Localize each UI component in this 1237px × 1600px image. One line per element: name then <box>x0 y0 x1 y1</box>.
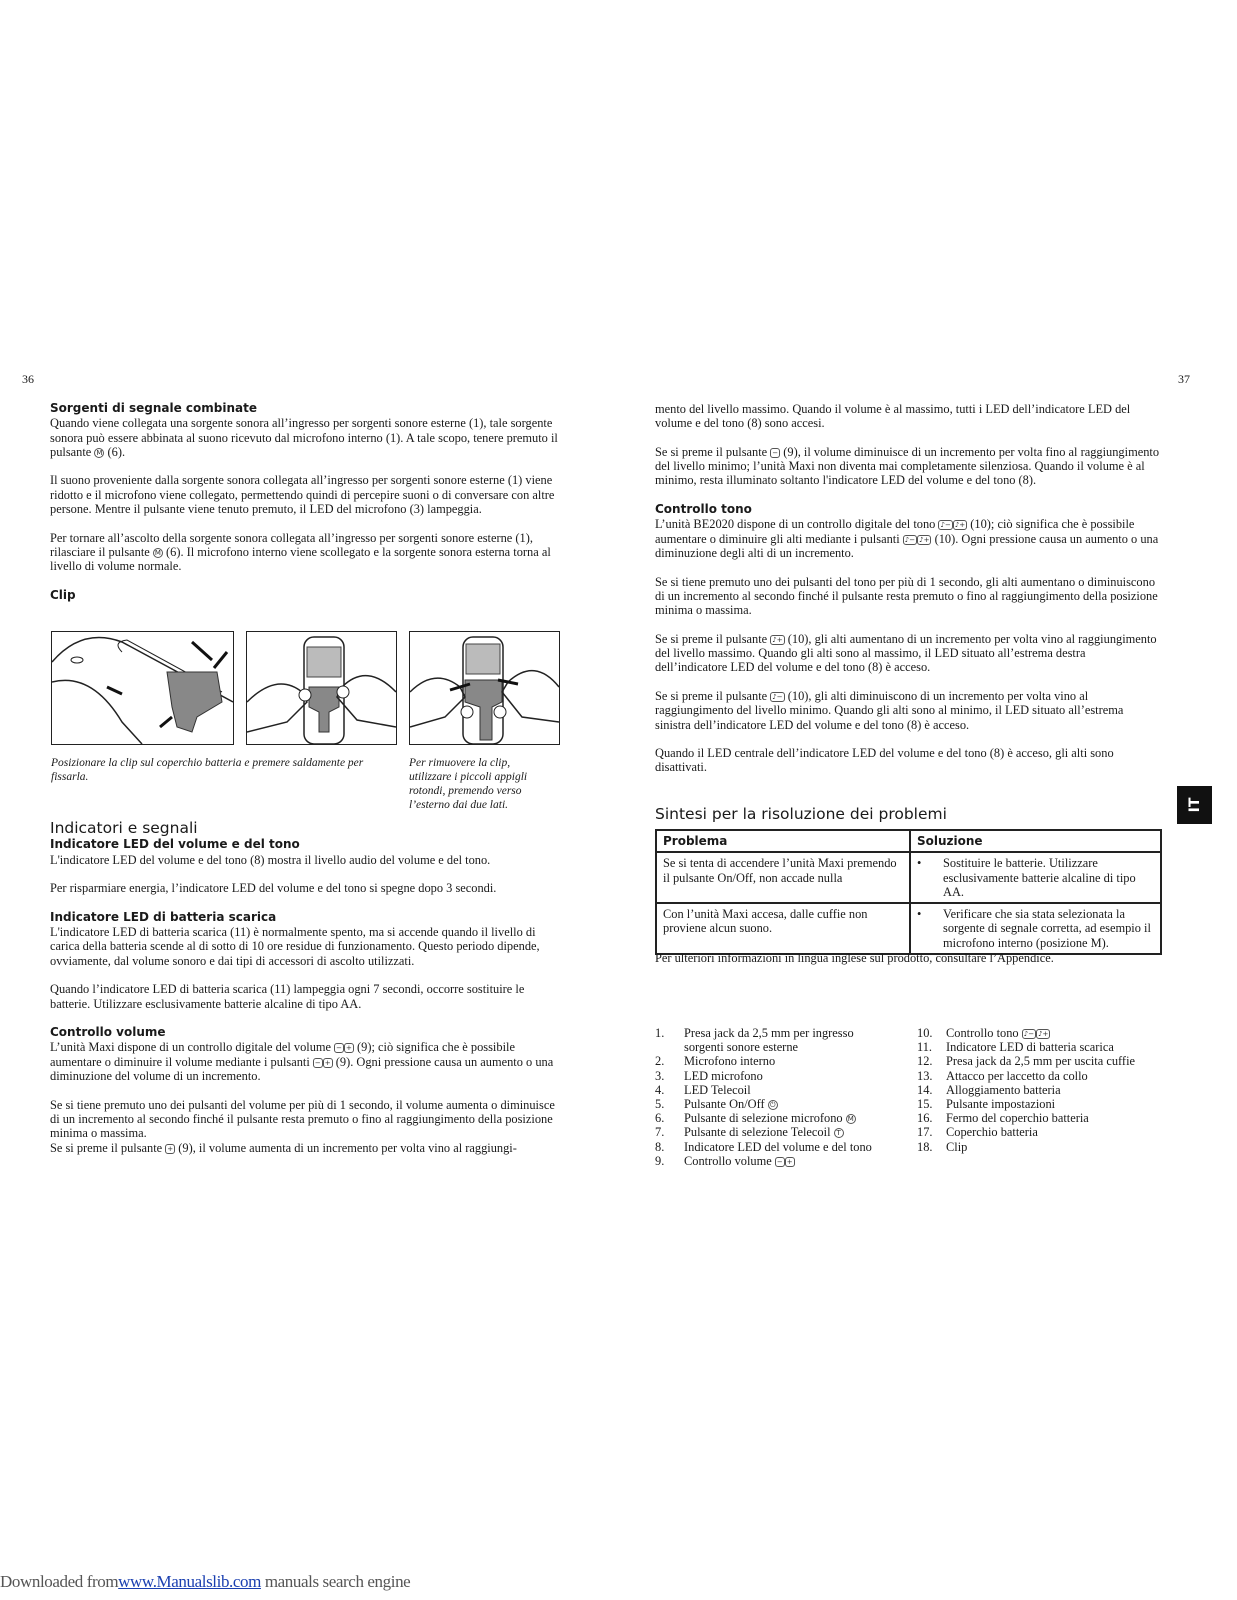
list-item: 8. Indicatore LED del volume e del tono <box>655 1139 872 1154</box>
parts-list-right <box>917 1026 1167 1154</box>
clip-figure-2 <box>246 631 397 745</box>
appendix-note: Per ulteriori informazioni in lingua inglese sul prodotto, consultare l’Appendice. <box>655 951 1054 965</box>
list-item: 7. Pulsante di selezione Telecoil T <box>655 1125 895 1139</box>
section-title-sintesi: Sintesi per la risoluzione dei problemi <box>655 805 947 823</box>
volume-plus-icon: + <box>346 1044 352 1053</box>
manualslib-link[interactable]: www.Manualslib.com <box>118 1572 261 1591</box>
paragraph: Per risparmiare energia, l’indicatore LED del volume e del tono si spegne dopo 3 secondi. <box>50 881 497 896</box>
telecoil-button-icon: T <box>834 1128 844 1138</box>
list-item: 18. Clip <box>917 1139 968 1154</box>
list-item: 2. Microfono interno <box>655 1054 776 1069</box>
list-item: 1. Presa jack da 2,5 mm per ingresso sorgenti sonore esterne <box>655 1026 854 1055</box>
table-row <box>656 903 1161 954</box>
volume-plus-icon: + <box>786 1157 793 1166</box>
paragraph: Se si preme il pulsante + (9), il volume aumenta di un incremento per volta vino al raggiungi- <box>50 1140 517 1155</box>
download-footer <box>0 1572 410 1592</box>
subsection-title-led-batteria: Indicatore LED di batteria scarica <box>50 909 277 924</box>
subsection-title-led-volume: Indicatore LED del volume e del tono <box>50 837 300 852</box>
table-header-row <box>656 830 1161 852</box>
figure-caption-attach: Posizionare la clip sul coperchio batteria e premere saldamente per fissarla. <box>51 757 364 783</box>
clip-remove-illustration <box>410 632 559 744</box>
footer-prefix: Downloaded from <box>0 1572 119 1591</box>
mic-button-icon: M <box>847 1115 854 1124</box>
tone-up-icon: ♪+ <box>919 535 930 544</box>
list-item: 10. Controllo tono ♪− ♪+ <box>917 1026 1049 1040</box>
volume-minus-icon: − <box>772 448 779 457</box>
paragraph: L’unità BE2020 dispone di un controllo digitale del tono ♪− ♪+ (10); ciò significa che è possibile aumentare o diminuire gli alti mediante i pulsanti ♪− ♪+ (10). Ogni pressione causa un aumento o una diminuzione degli alti di un incremento. <box>655 517 1159 560</box>
list-item: 6. Pulsante di selezione microfono M <box>655 1111 854 1126</box>
page-number-right: 37 <box>1178 372 1190 386</box>
mic-button-icon: M <box>96 448 103 457</box>
clip-figure-1 <box>51 631 234 745</box>
paragraph: Se si tiene premuto uno dei pulsanti del tono per più di 1 secondo, gli alti aumentano o diminuiscono di un incremento al secondo finché il pulsante resta premuto o fino al raggiungimento della posizione minima o massima. <box>655 574 1158 618</box>
clip-figure-3 <box>409 631 560 745</box>
paragraph: L'indicatore LED del volume e del tono (8) mostra il livello audio del volume e del tono. <box>50 852 491 867</box>
paragraph: L'indicatore LED di batteria scarica (11) è normalmente spento, ma si accende quando il livello di carica della batteria scende al di sotto di 10 ore residue di funzionamento. Questo periodo dipende, ovviamente, dal volume sonoro e dai tipi di accessori di ascolto utilizzati. <box>50 925 540 968</box>
paragraph: L’unità Maxi dispone di un controllo digitale del volume − + (9); ciò significa che è possibile aumentare o diminuire il volume mediante i pulsanti − + (9). Ogni pressione causa un aumento o una diminuzione del volume di un incremento. <box>50 1040 554 1084</box>
table-cell-soluzione: • Verificare che sia stata selezionata la sorgente di segnale corretta, ad esempio il microfono interno (posizione M). <box>910 903 1161 954</box>
paragraph: Quando viene collegata una sorgente sonora all’ingresso per sorgenti sonore esterne (1), tale sorgente sonora può essere abbinata al suono ricevuto dal microfono interno (1). A tale scopo, tenere premuto il pulsante M (6). <box>50 416 558 459</box>
list-item: 4. LED Telecoil <box>655 1082 751 1097</box>
table-cell-soluzione: • Sostituire le batterie. Utilizzare esclusivamente batterie alcaline di tipo AA. <box>910 852 1161 903</box>
list-item: 16. Fermo del coperchio batteria <box>917 1111 1089 1126</box>
section-title-sorgenti: Sorgenti di segnale combinate <box>50 401 258 415</box>
paragraph: Quando il LED centrale dell’indicatore LED del volume e del tono (8) è acceso, gli alti sono disattivati. <box>655 746 1114 775</box>
list-item: 13. Attacco per laccetto da collo <box>917 1068 1088 1083</box>
section-title-indicatori: Indicatori e segnali <box>50 819 198 837</box>
parts-list-left <box>655 1026 895 1168</box>
list-item: 5. Pulsante On/Off ⏻ <box>655 1097 895 1111</box>
volume-minus-icon: − <box>314 1058 321 1067</box>
table-cell-problema: Con l’unità Maxi accesa, dalle cuffie non proviene alcun suono. <box>656 903 910 954</box>
tone-up-icon: ♪+ <box>954 521 966 530</box>
paragraph: Se si preme il pulsante − (9), il volume diminuisce di un incremento per volta fino al raggiungimento del livello minimo; l’unità Maxi non diventa mai completamente silenziosa. Quando il volume è al minimo, resta illuminato soltanto l'indicatore LED del volume e del tono (8). <box>655 444 1160 488</box>
paragraph: Per tornare all’ascolto della sorgente sonora collegata all’ingresso per sorgenti sonore esterne (1), rilasciare il pulsante M (6). Il microfono interno viene scollegato e la sorgente sonora esterna torna al livello di volume normale. <box>50 530 551 574</box>
figure-caption-remove: Per rimuovere la clip, utilizzare i piccoli appigli rotondi, premendo verso l’esterno dai due lati. <box>409 757 528 811</box>
list-item: 11. Indicatore LED di batteria scarica <box>917 1040 1114 1055</box>
list-item: 15. Pulsante impostazioni <box>917 1097 1056 1112</box>
list-item: 9. Controllo volume − + <box>655 1153 793 1168</box>
left-column <box>50 401 558 603</box>
volume-plus-icon: + <box>167 1144 174 1153</box>
list-item: 12. Presa jack da 2,5 mm per uscita cuffie <box>917 1054 1136 1069</box>
tone-down-icon: ♪− <box>904 535 916 544</box>
paragraph: mento del livello massimo. Quando il volume è al massimo, tutti i LED dell’indicatore LED del volume e del tono (8) sono accesi. <box>655 402 1131 431</box>
tone-up-icon: ♪+ <box>772 635 783 644</box>
language-tab: IT <box>1177 786 1212 824</box>
table-row <box>656 852 1161 903</box>
clip-hands-illustration <box>247 632 396 744</box>
paragraph: Quando l’indicatore LED di batteria scarica (11) lampeggia ogni 7 secondi, occorre sostituire le batterie. Utilizzare esclusivamente batterie alcaline di tipo AA. <box>50 982 525 1011</box>
table-cell-problema: Se si tenta di accendere l’unità Maxi premendo il pulsante On/Off, non accade nulla <box>656 852 910 903</box>
volume-minus-icon: − <box>776 1157 783 1166</box>
column-header-soluzione: Soluzione <box>910 830 1161 852</box>
list-item: 17. Coperchio batteria <box>917 1125 1038 1140</box>
left-column-lower <box>50 821 558 1169</box>
volume-minus-icon: − <box>336 1044 343 1053</box>
power-button-icon: ⏻ <box>768 1100 778 1110</box>
paragraph: Se si tiene premuto uno dei pulsanti del volume per più di 1 secondo, il volume aumenta o diminuisce di un incremento al secondo finché il pulsante resta premuto o fino al raggiungimento della posizione minima o massima. <box>50 1097 555 1141</box>
volume-plus-icon: + <box>324 1058 331 1067</box>
tone-down-icon: ♪− <box>940 521 951 530</box>
paragraph: Se si preme il pulsante ♪+ (10), gli alti aumentano di un incremento per volta vino al raggiungimento del livello massimo. Quando gli alti sono al massimo, il LED situato all’estrema destra dell’indicatore LED del volume e del tono (8) è acceso. <box>655 631 1157 675</box>
tone-down-icon: ♪− <box>772 692 783 701</box>
right-column <box>655 402 1160 789</box>
clip-attach-illustration <box>52 632 233 744</box>
footer-suffix: manuals search engine <box>264 1572 411 1591</box>
list-item: 14. Alloggiamento batteria <box>917 1082 1061 1097</box>
tone-up-icon: ♪+ <box>1038 1030 1049 1038</box>
list-item: 3. LED microfono <box>655 1068 763 1083</box>
tone-down-icon: ♪− <box>1023 1030 1035 1038</box>
paragraph: Il suono proveniente dalla sorgente sonora collegata all’ingresso per sorgenti sonore esterne (1) viene ridotto e il microfono viene collegato, permettendo quindi di percepire suoni o di conversare con altre persone. Mentre il pulsante viene tenuto premuto, il LED del microfono (3) lampeggia. <box>50 473 555 517</box>
column-header-problema: Problema <box>656 830 910 852</box>
paragraph: Se si preme il pulsante ♪− (10), gli alti diminuiscono di un incremento per volta vino al raggiungimento del livello minimo. Quando gli alti sono al minimo, il LED situato all’estrema sinistra dell’indicatore LED del volume e del tono (8) è acceso. <box>655 688 1124 732</box>
subsection-title-controllo-volume: Controllo volume <box>50 1025 166 1040</box>
section-title-clip: Clip <box>50 587 76 602</box>
subsection-title-controllo-tono: Controllo tono <box>655 502 752 517</box>
page-number-left: 36 <box>22 372 34 386</box>
troubleshooting-table <box>655 829 1162 955</box>
mic-button-icon: M <box>154 548 161 557</box>
